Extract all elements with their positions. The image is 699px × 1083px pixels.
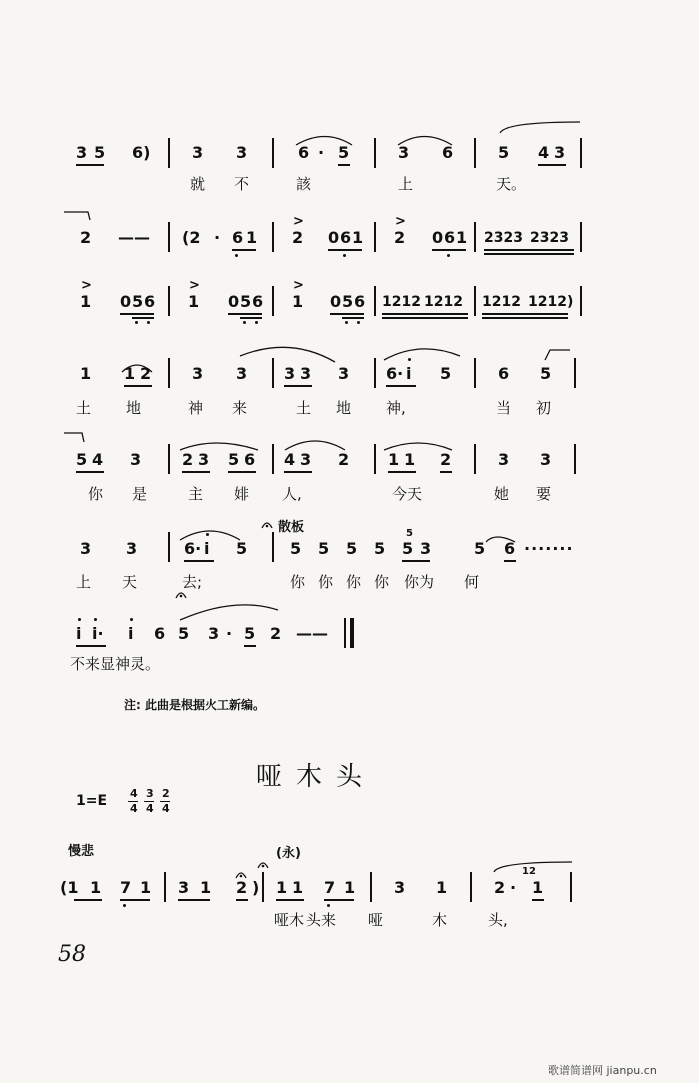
note: 3	[420, 539, 432, 558]
note-group: 2323	[530, 230, 569, 246]
low-dot	[345, 321, 348, 324]
low-dot	[147, 321, 150, 324]
key-label: 1=E	[76, 793, 108, 809]
slur	[240, 347, 335, 362]
note: 1	[276, 878, 288, 897]
barline	[164, 872, 166, 902]
song-title: 哑木头	[256, 762, 377, 792]
note: 2	[394, 228, 406, 247]
underline	[236, 899, 248, 901]
low-dot	[255, 321, 258, 324]
underline	[324, 899, 354, 901]
lyric: 土	[296, 399, 312, 417]
note: 5	[346, 539, 358, 558]
note: 1	[140, 878, 152, 897]
note: 3	[300, 364, 312, 383]
note: 3	[192, 364, 204, 383]
note: (1	[60, 878, 79, 897]
note: ·	[214, 228, 221, 247]
accent-mark: >	[293, 214, 304, 229]
meter-bottom: 4	[162, 802, 170, 815]
note: 3	[300, 450, 312, 469]
meter-bottom: 4	[130, 802, 138, 815]
note: 3	[130, 450, 142, 469]
barline	[374, 358, 376, 388]
note: 5	[540, 364, 552, 383]
slur	[500, 122, 580, 133]
barline	[580, 138, 582, 168]
note: 1	[90, 878, 102, 897]
barline	[370, 872, 372, 902]
lyric: 神	[188, 399, 204, 417]
note: 1	[292, 292, 304, 311]
note: 5	[440, 364, 452, 383]
underline	[386, 385, 416, 387]
note: 6)	[132, 143, 151, 162]
note: 2	[182, 450, 194, 469]
note: 3	[208, 624, 220, 643]
slur	[285, 441, 345, 450]
lyric: 天。	[496, 175, 527, 193]
underline	[182, 471, 210, 473]
underline	[538, 164, 566, 166]
barline	[470, 872, 472, 902]
note-group: 1212	[482, 294, 521, 310]
lyric: 她	[494, 485, 510, 503]
slur	[64, 433, 84, 442]
lyric: 土	[76, 399, 92, 417]
barline	[272, 532, 274, 562]
slur	[384, 349, 460, 360]
tempo-mark: 慢悲	[68, 844, 95, 859]
barline	[168, 286, 170, 316]
barline	[168, 532, 170, 562]
underline	[132, 317, 154, 319]
lyric: 不	[234, 175, 250, 193]
note: 0	[228, 292, 240, 311]
note: 5	[178, 624, 190, 643]
underline	[484, 253, 574, 255]
note: 2	[494, 878, 506, 897]
meter-top: 4	[130, 787, 138, 800]
slur	[384, 443, 452, 450]
note: ·	[510, 878, 517, 897]
note: 5	[402, 539, 414, 558]
note: 5	[498, 143, 510, 162]
lyric: 是	[132, 485, 148, 503]
underline	[440, 471, 452, 473]
note: 2	[80, 228, 92, 247]
note: ·	[318, 143, 325, 162]
accent-mark: >	[81, 278, 92, 293]
note: 1	[292, 878, 304, 897]
note: 5	[228, 450, 240, 469]
lyric: 当	[496, 399, 512, 417]
underline	[228, 471, 256, 473]
underline	[432, 249, 466, 251]
underline	[276, 899, 304, 901]
underline	[232, 249, 256, 251]
barline	[574, 444, 576, 474]
barline	[168, 138, 170, 168]
barline	[272, 222, 274, 252]
footnote: 注: 此曲是根据火工新编。	[124, 698, 265, 712]
barline	[374, 444, 376, 474]
note: 3	[198, 450, 210, 469]
meter-bottom: 4	[146, 802, 154, 815]
accent-mark: >	[189, 278, 200, 293]
barline	[168, 444, 170, 474]
lyric: 該	[296, 175, 312, 193]
underline	[228, 313, 262, 315]
lyric: 上	[76, 573, 92, 591]
note: 5	[290, 539, 302, 558]
note: 2	[338, 450, 350, 469]
underline	[120, 313, 154, 315]
high-dot	[78, 618, 81, 621]
lyric: 神,	[386, 399, 406, 417]
note: 6	[444, 228, 456, 247]
underline	[178, 899, 210, 901]
high-dot	[130, 618, 133, 621]
note: 2	[236, 878, 248, 897]
note: 1	[200, 878, 212, 897]
underline	[388, 471, 416, 473]
note: 5	[474, 539, 486, 558]
note: 0	[432, 228, 444, 247]
grace-note: 5	[406, 528, 413, 539]
lyric: 来	[232, 399, 248, 417]
underline	[338, 164, 350, 166]
underline	[504, 560, 516, 562]
fermata	[258, 863, 268, 868]
barline	[474, 286, 476, 316]
note: 2	[140, 364, 152, 383]
note: )	[252, 878, 260, 897]
barline	[272, 358, 274, 388]
note: 1	[124, 364, 136, 383]
note: 1	[436, 878, 448, 897]
lyric: 婔	[234, 485, 250, 503]
lyric: 地	[126, 399, 142, 417]
accent-mark: >	[293, 278, 304, 293]
underline	[76, 645, 106, 647]
note: 5	[236, 539, 248, 558]
low-dot	[327, 904, 330, 907]
note: ·	[226, 624, 233, 643]
note: 6	[442, 143, 454, 162]
high-dot	[408, 358, 411, 361]
note: 3	[554, 143, 566, 162]
note: 3	[398, 143, 410, 162]
note-group: 1212)	[528, 294, 574, 310]
low-dot	[235, 254, 238, 257]
underline	[284, 385, 312, 387]
slur	[545, 350, 570, 360]
underline	[484, 249, 574, 251]
lyric: 头来	[306, 911, 337, 929]
meter-top: 3	[146, 787, 154, 800]
lyric: 何	[464, 573, 480, 591]
dash: ——	[118, 228, 150, 247]
note: 2	[440, 450, 452, 469]
barline	[474, 222, 476, 252]
barline	[272, 444, 274, 474]
lyric: 地	[336, 399, 352, 417]
note: 7	[324, 878, 336, 897]
note: 5	[338, 143, 350, 162]
note: i·	[92, 624, 104, 643]
lyric: 你	[374, 573, 390, 591]
part-mark: (永)	[276, 846, 301, 861]
watermark: 歌谱简谱网 jianpu.cn	[548, 1064, 657, 1077]
underline	[76, 164, 104, 166]
note: 5	[76, 450, 88, 469]
lyric: 木	[432, 911, 448, 929]
note: 6	[298, 143, 310, 162]
note: 3	[394, 878, 406, 897]
note: 1	[246, 228, 258, 247]
lyric: 你	[88, 485, 104, 503]
barline	[570, 872, 572, 902]
note: 6	[244, 450, 256, 469]
note: 5	[342, 292, 354, 311]
underline	[120, 899, 150, 901]
grace-note: 12	[522, 866, 536, 877]
low-dot	[357, 321, 360, 324]
lyric: 就	[190, 175, 206, 193]
high-dot	[206, 533, 209, 536]
note: 6	[154, 624, 166, 643]
lyric: 哑	[368, 911, 384, 929]
lyric: 头,	[488, 911, 508, 929]
underline	[184, 560, 214, 562]
note: 1	[80, 364, 92, 383]
note: 3	[236, 364, 248, 383]
note: i	[204, 539, 210, 558]
note-group: 1212	[382, 294, 421, 310]
barline	[474, 358, 476, 388]
note: 1	[80, 292, 92, 311]
slur	[64, 212, 90, 220]
barline	[474, 138, 476, 168]
lyric: 今天	[392, 485, 423, 503]
note: 1	[532, 878, 544, 897]
lyric: 你为	[404, 573, 435, 591]
underline	[74, 899, 102, 901]
underline	[76, 471, 104, 473]
note: 2	[270, 624, 282, 643]
note: 3	[284, 364, 296, 383]
note: 2	[292, 228, 304, 247]
note: 0	[328, 228, 340, 247]
note: 5	[244, 624, 256, 643]
note: i	[406, 364, 412, 383]
note: 3	[540, 450, 552, 469]
lyric: 哑木	[274, 911, 305, 929]
note: 7	[120, 878, 132, 897]
meter-top: 2	[162, 787, 170, 800]
barline	[344, 618, 346, 648]
note: 1	[352, 228, 364, 247]
page-number: 58	[58, 942, 86, 967]
note: 5	[374, 539, 386, 558]
note: 3	[126, 539, 138, 558]
low-dot	[243, 321, 246, 324]
note: 0	[120, 292, 132, 311]
high-dot	[94, 618, 97, 621]
note: 0	[330, 292, 342, 311]
barline	[374, 138, 376, 168]
lyric: 主	[188, 485, 204, 503]
note: 6	[340, 228, 352, 247]
barline	[474, 444, 476, 474]
continuation-dots: ·······	[524, 539, 574, 558]
underline	[532, 899, 544, 901]
note: 6	[144, 292, 156, 311]
note: 3	[498, 450, 510, 469]
underline	[284, 471, 312, 473]
lyric: 要	[536, 485, 552, 503]
barline	[580, 286, 582, 316]
slur	[180, 605, 278, 620]
note: 4	[538, 143, 550, 162]
underline	[402, 560, 430, 562]
note: 3	[80, 539, 92, 558]
barline	[272, 286, 274, 316]
note: 5	[132, 292, 144, 311]
note: 1	[388, 450, 400, 469]
low-dot	[343, 254, 346, 257]
note: 1	[344, 878, 356, 897]
note: 6	[504, 539, 516, 558]
note: 3	[192, 143, 204, 162]
note: 4	[284, 450, 296, 469]
tempo-mark: 散板	[278, 520, 305, 535]
note: 1	[404, 450, 416, 469]
barline	[580, 222, 582, 252]
barline	[374, 286, 376, 316]
note-group: 1212	[424, 294, 463, 310]
note: 6	[354, 292, 366, 311]
note: 6·	[386, 364, 404, 383]
fermata	[176, 593, 186, 598]
note: 5	[94, 143, 106, 162]
barline	[272, 138, 274, 168]
lyric: 你	[318, 573, 334, 591]
note: 1	[188, 292, 200, 311]
slur	[180, 443, 258, 450]
accent-mark: >	[395, 214, 406, 229]
note-group: 2323	[484, 230, 523, 246]
lyric: 天	[122, 573, 138, 591]
underline	[240, 317, 262, 319]
underline	[328, 249, 362, 251]
low-dot	[447, 254, 450, 257]
lyric: 不来显神灵。	[70, 655, 161, 673]
underline	[382, 317, 468, 319]
barline	[168, 358, 170, 388]
note: 6	[252, 292, 264, 311]
low-dot	[123, 904, 126, 907]
lyric: 你	[346, 573, 362, 591]
note: 5	[318, 539, 330, 558]
barline	[574, 358, 576, 388]
note: 3	[178, 878, 190, 897]
fermata	[262, 523, 272, 528]
dash: ——	[296, 624, 328, 643]
underline	[482, 313, 568, 315]
note: i	[128, 624, 134, 643]
underline	[382, 313, 468, 315]
lyric: 你	[290, 573, 306, 591]
underline	[244, 645, 256, 647]
barline	[262, 872, 264, 902]
note: i	[76, 624, 82, 643]
lyric: 上	[398, 175, 414, 193]
note: 6·	[184, 539, 202, 558]
low-dot	[135, 321, 138, 324]
lyric: 人,	[282, 485, 302, 503]
barline	[374, 222, 376, 252]
note: 6	[232, 228, 244, 247]
underline	[330, 313, 364, 315]
underline	[482, 317, 568, 319]
underline	[342, 317, 364, 319]
note: 3	[76, 143, 88, 162]
underline	[124, 385, 152, 387]
note: 4	[92, 450, 104, 469]
lyric: 去;	[182, 573, 203, 591]
barline	[168, 222, 170, 252]
note: 3	[338, 364, 350, 383]
note: 1	[456, 228, 468, 247]
note: 6	[498, 364, 510, 383]
note: 3	[236, 143, 248, 162]
note: 5	[240, 292, 252, 311]
note: (2	[182, 228, 201, 247]
final-barline	[350, 618, 354, 648]
lyric: 初	[536, 399, 552, 417]
